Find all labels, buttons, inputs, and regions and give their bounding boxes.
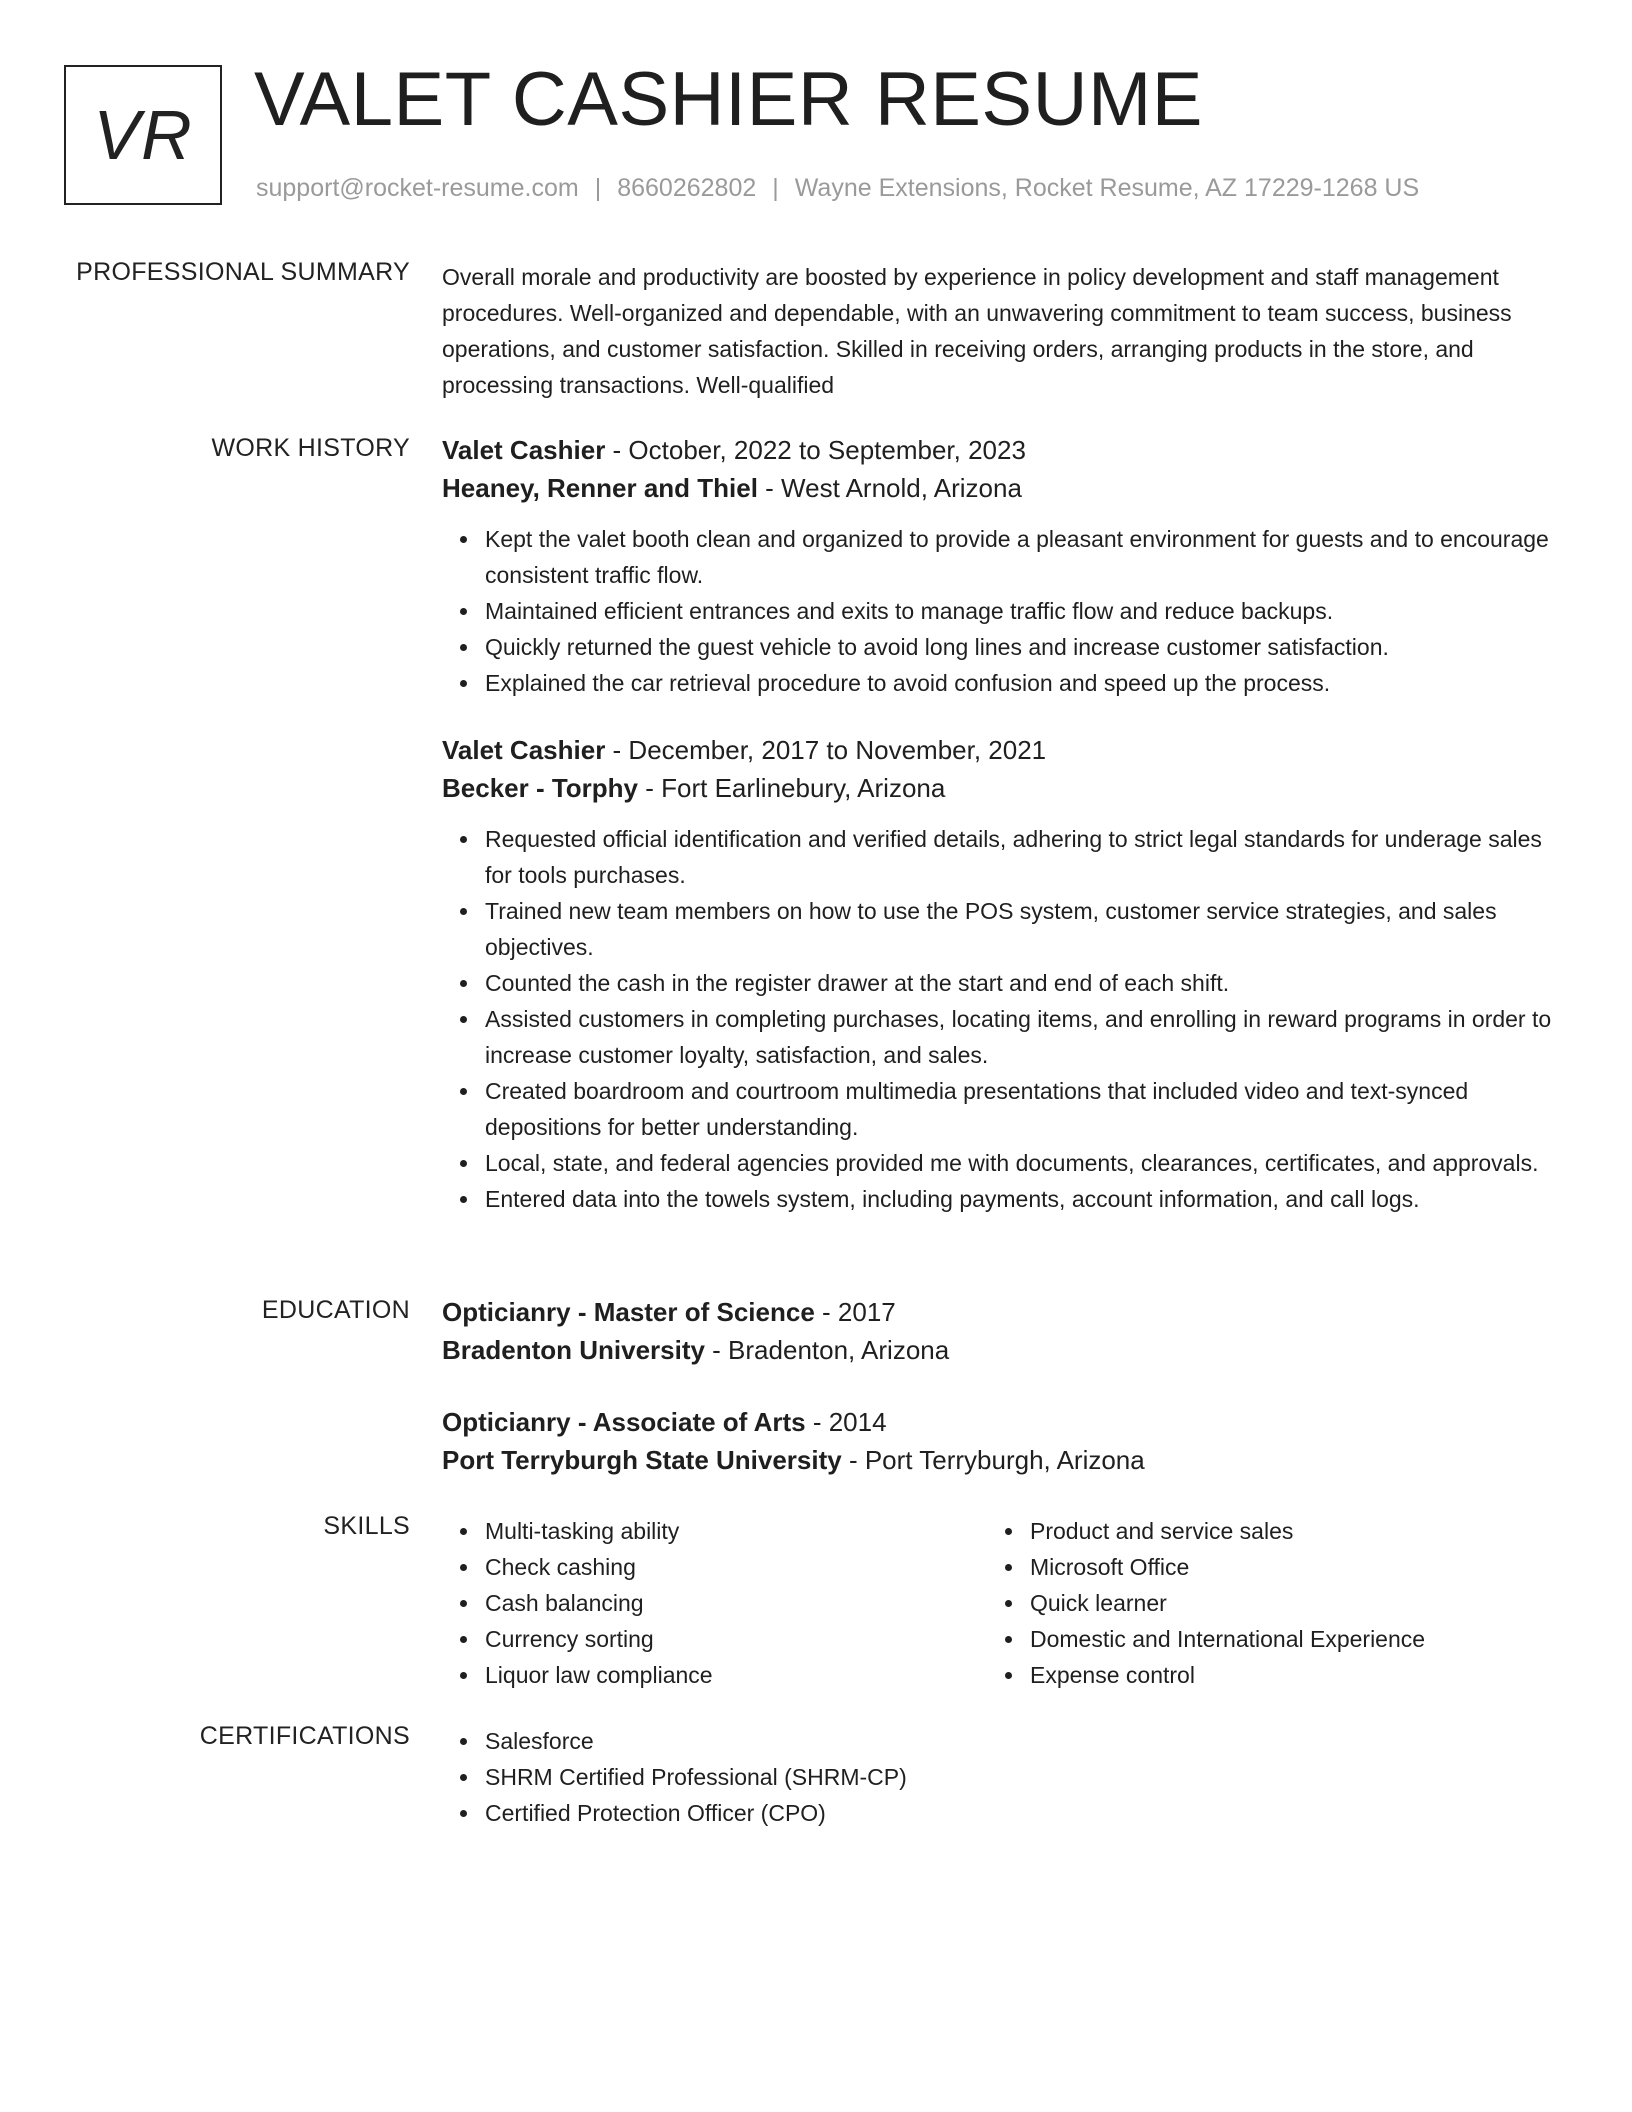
contact-separator: |: [772, 174, 779, 202]
skill-item: Currency sorting: [485, 1621, 987, 1657]
section-title-education: EDUCATION: [261, 1296, 410, 1324]
summary-text: Overall morale and productivity are boosted by experience in policy development and staff management procedures. Well-organized and dependable, with an unwavering commitment to team success, business operations, and customer satisfaction. Skilled in receiving orders, arranging products in the store, and processing transactions. Well-qualified: [442, 264, 1512, 398]
education-school: Port Terryburgh State University: [442, 1445, 842, 1475]
education-year: - 2017: [814, 1297, 896, 1327]
education-location: - Port Terryburgh, Arizona: [841, 1445, 1145, 1475]
contact-phone[interactable]: 8660262802: [617, 174, 757, 202]
contact-address: Wayne Extensions, Rocket Resume, AZ 17229-1268 US: [794, 174, 1420, 202]
job-title-line: [442, 731, 1562, 769]
job-company: Heaney, Renner and Thiel: [442, 473, 758, 503]
job-duty-item: Kept the valet booth clean and organized to provide a pleasant environment for guests and to encourage consistent traffic flow.: [485, 521, 1562, 593]
job-title-line: [442, 431, 1562, 469]
skill-item: Expense control: [1030, 1657, 1547, 1693]
job-duty-item: Entered data into the towels system, including payments, account information, and call logs.: [485, 1181, 1562, 1217]
job-dates: - December, 2017 to November, 2021: [605, 735, 1047, 765]
skill-item: Quick learner: [1030, 1585, 1547, 1621]
section-title-certifications: CERTIFICATIONS: [199, 1722, 410, 1750]
education-school-line: [442, 1331, 1562, 1369]
job-position: Valet Cashier: [442, 735, 606, 765]
job-position: Valet Cashier: [442, 435, 606, 465]
job-duty-item: Explained the car retrieval procedure to avoid confusion and speed up the process.: [485, 665, 1562, 701]
resume-title: VALET CASHIER RESUME: [254, 57, 1203, 142]
skill-item: Liquor law compliance: [485, 1657, 987, 1693]
job-location: - Fort Earlinebury, Arizona: [638, 773, 946, 803]
section-title-summary: PROFESSIONAL SUMMARY: [76, 258, 410, 286]
skill-item: Cash balancing: [485, 1585, 987, 1621]
job-duties-list: [442, 521, 1562, 701]
skill-item: Check cashing: [485, 1549, 987, 1585]
education-year: - 2014: [805, 1407, 887, 1437]
job-company: Becker - Torphy: [442, 773, 639, 803]
certification-item: Certified Protection Officer (CPO): [485, 1795, 1562, 1831]
skill-item: Domestic and International Experience: [1030, 1621, 1547, 1657]
certification-item: SHRM Certified Professional (SHRM-CP): [485, 1759, 1562, 1795]
job-duties-list: [442, 821, 1562, 1217]
job-duty-item: Quickly returned the guest vehicle to avoid long lines and increase customer satisfaction.: [485, 629, 1562, 665]
job-entry: [442, 731, 1562, 1217]
skill-item: Product and service sales: [1030, 1513, 1547, 1549]
education-location: - Bradenton, Arizona: [704, 1335, 950, 1365]
monogram-logo: VR: [64, 65, 222, 205]
education-school-line: [442, 1441, 1562, 1479]
contact-email[interactable]: support@rocket-resume.com: [256, 174, 579, 202]
certifications-list: [442, 1723, 1562, 1831]
job-duty-item: Maintained efficient entrances and exits to manage traffic flow and reduce backups.: [485, 593, 1562, 629]
contact-separator: |: [594, 174, 602, 202]
job-duty-item: Trained new team members on how to use the POS system, customer service strategies, and sales objectives.: [485, 893, 1562, 965]
job-entry: [442, 431, 1562, 701]
skills-list-right: [987, 1513, 1547, 1693]
section-title-skills: SKILLS: [323, 1512, 410, 1540]
skill-item: Microsoft Office: [1030, 1549, 1547, 1585]
education-degree-line: [442, 1403, 1562, 1441]
job-company-line: [442, 769, 1562, 807]
job-duty-item: Local, state, and federal agencies provided me with documents, clearances, certificates, and approvals.: [485, 1145, 1562, 1181]
job-dates: - October, 2022 to September, 2023: [605, 435, 1026, 465]
certification-item: Salesforce: [485, 1723, 1562, 1759]
job-location: - West Arnold, Arizona: [757, 473, 1022, 503]
education-degree: Opticianry - Associate of Arts: [442, 1407, 806, 1437]
education-entry: [442, 1403, 1562, 1479]
skills-list-left: [442, 1513, 987, 1693]
job-duty-item: Counted the cash in the register drawer at the start and end of each shift.: [485, 965, 1562, 1001]
job-duty-item: Created boardroom and courtroom multimedia presentations that included video and text-synced depositions for better understanding.: [485, 1073, 1562, 1145]
skill-item: Multi-tasking ability: [485, 1513, 987, 1549]
contact-line: [256, 174, 1419, 203]
job-duty-item: Assisted customers in completing purchases, locating items, and enrolling in reward programs in order to increase customer loyalty, satisfaction, and sales.: [485, 1001, 1562, 1073]
education-entry: [442, 1293, 1562, 1369]
section-title-work-history: WORK HISTORY: [211, 434, 410, 462]
education-degree: Opticianry - Master of Science: [442, 1297, 815, 1327]
job-duty-item: Requested official identification and verified details, adhering to strict legal standards for underage sales for tools purchases.: [485, 821, 1562, 893]
education-school: Bradenton University: [442, 1335, 705, 1365]
education-degree-line: [442, 1293, 1562, 1331]
job-company-line: [442, 469, 1562, 507]
